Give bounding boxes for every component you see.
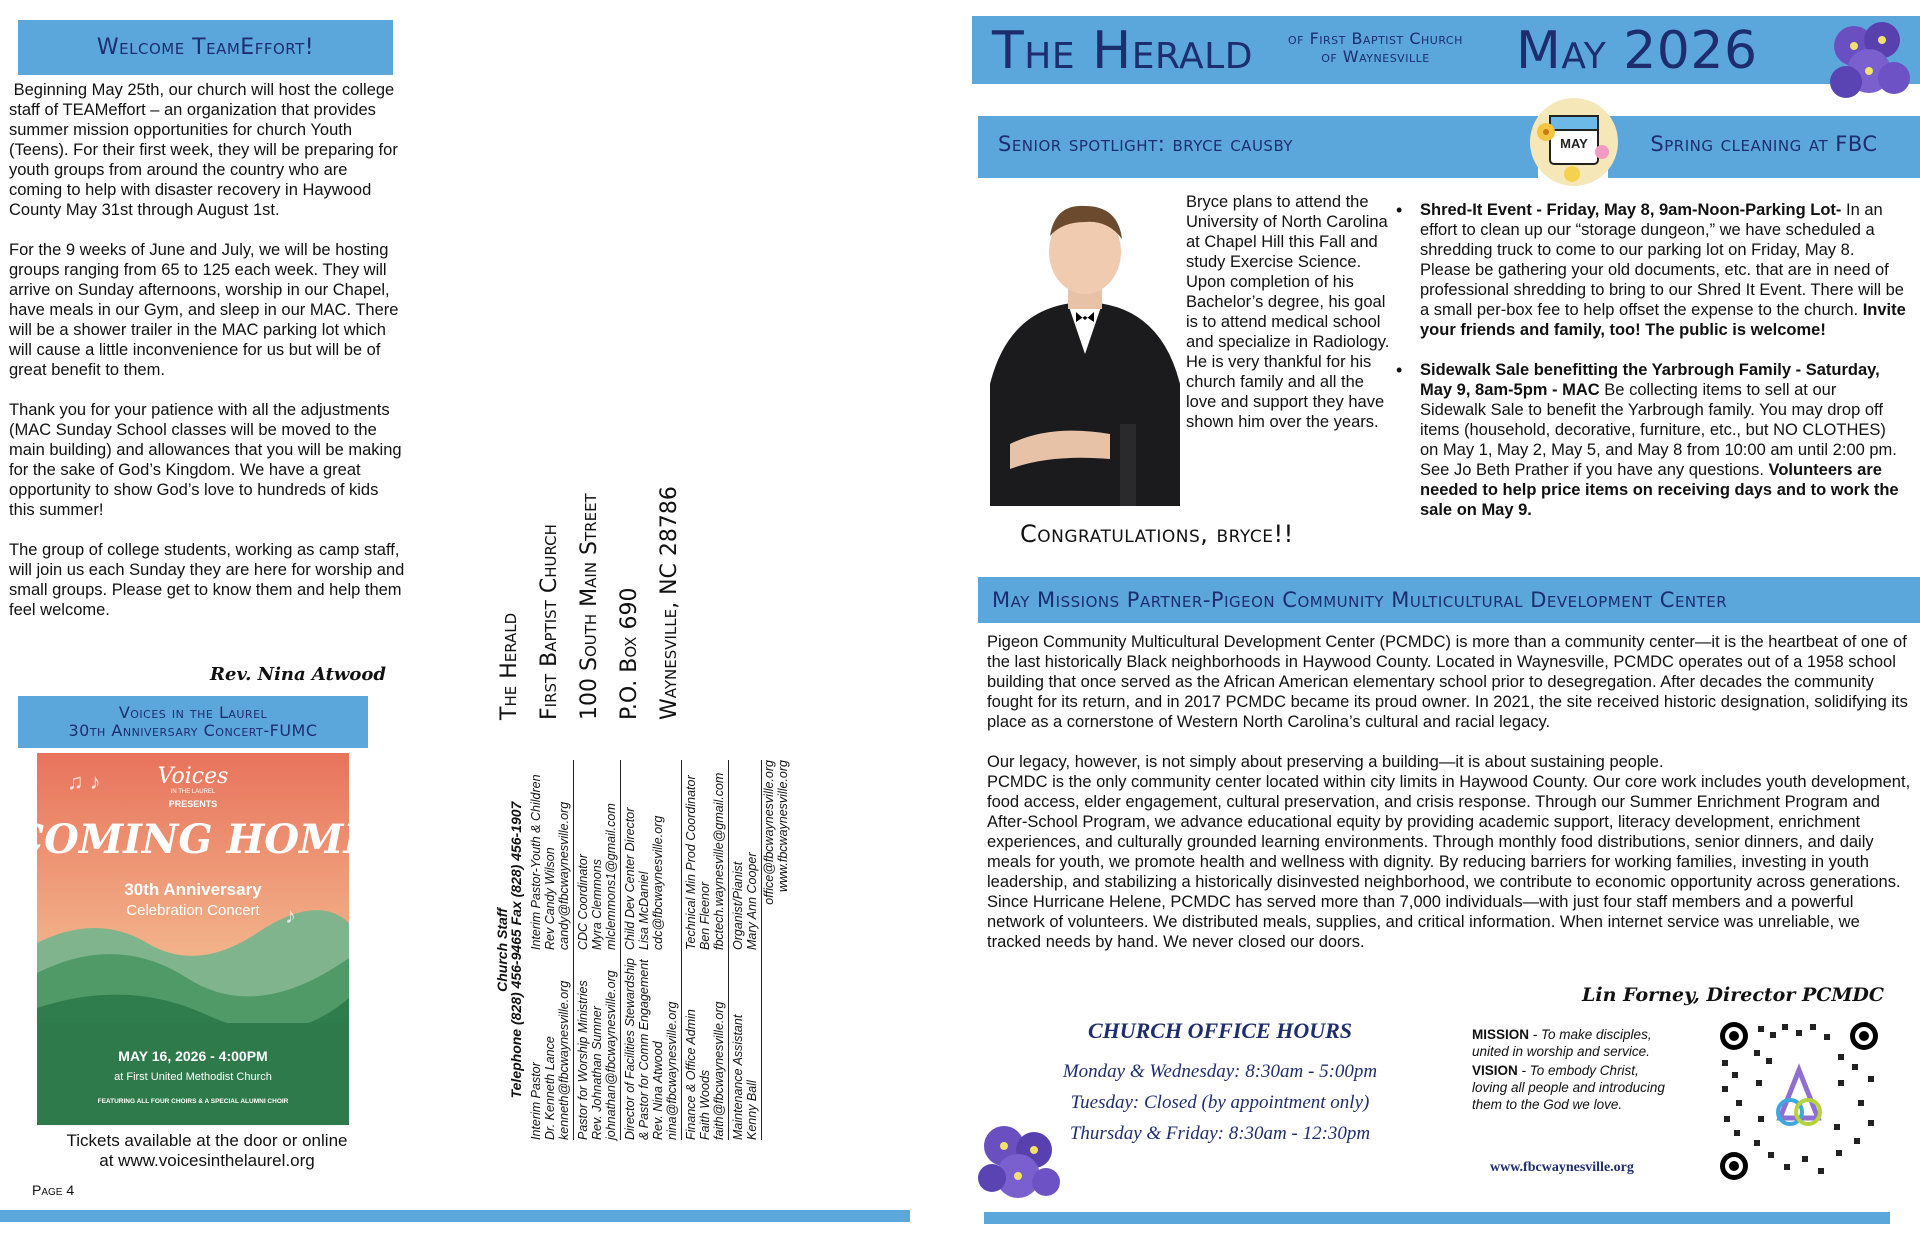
welcome-paragraph-3: Thank you for your patience with all the adjustments (MAC Sunday School classes will be moved to the main building) and allowances that you will be making for the sake of God’s Kingdom. We have a great opportunity to show God’s love to hundreds of kids this summer! <box>9 401 402 519</box>
newsletter-subtitle-line2: of Waynesville <box>1321 47 1430 66</box>
staff-name: Mary Ann Cooper <box>745 852 759 950</box>
missions-paragraph-2-lead: Our legacy, however, is not simply about preserving a building—it is about sustaining people. <box>987 753 1664 771</box>
staff-row <box>574 760 621 1140</box>
svg-text:♫ ♪: ♫ ♪ <box>67 769 101 794</box>
poster-date: MAY 16, 2026 - 4:00PM <box>118 1048 268 1064</box>
sidewalk-sale-title: Sidewalk Sale benefitting the Yarbrough Family - Saturday, May 9, 8am-5pm - MAC <box>1420 361 1880 399</box>
coming-home-poster <box>12 753 374 1125</box>
staff-name: Dr. Kenneth Lance <box>543 1036 557 1140</box>
staff-row <box>682 760 729 1140</box>
signature-nina-atwood: Rev. Nina Atwood <box>210 664 386 685</box>
staff-name: Rev Candy Wilson <box>543 847 557 950</box>
sidewalk-sale-text: Be collecting items to sell at our Sidewalk Sale to benefit the Yarbrough family. You may drop off items (household, decorative, furniture, etc., but NO CLOTHES) on May 1, May 2, May 5, and May 8 from 10:00 am until 2:00 pm. See Jo Beth Prather if you have any questions. <box>1420 381 1897 479</box>
voices-heading <box>18 696 368 748</box>
staff-name: Rev. Johnathan Sumner <box>590 1006 604 1140</box>
spring-banner <box>1608 116 1920 178</box>
office-hours-line-2: Tuesday: Closed (by appointment only) <box>1070 1092 1370 1113</box>
staff-email[interactable]: faith@fbcwaynesville.org <box>712 1001 726 1140</box>
welcome-paragraph-4: The group of college students, working as camp staff, will join us each Sunday they are here for worship and small groups. Please get to know them and help them feel welcome. <box>9 541 405 619</box>
senior-spotlight-text: Bryce plans to attend the University of North Carolina at Chapel Hill this Fall and study Exercise Science. Upon completion of his Bachelor’s degree, his goal is to attend medical school and specialize in Radiology. He is very thankful for his church family and all the love and support they have shown him over the years. <box>1186 193 1390 431</box>
violets-image <box>1824 16 1914 112</box>
tickets-line-2: at www.voicesinthelaurel.org <box>99 1151 315 1170</box>
tickets-line-1: Tickets available at the door or online <box>66 1131 348 1150</box>
masthead <box>972 16 1920 84</box>
mailing-line-1: The Herald <box>497 612 522 720</box>
mission-statement <box>1472 1026 1672 1060</box>
mailing-line-2: First Baptist Church <box>537 524 562 720</box>
voices-heading-line2: 30th Anniversary Concert-FUMC <box>68 721 318 740</box>
church-office-hours <box>1040 1018 1400 1149</box>
staff-name: Faith Woods <box>698 1069 712 1140</box>
vision-label: VISION <box>1472 1063 1518 1078</box>
staff-role: CDC Coordinator <box>576 854 590 950</box>
staff-email[interactable]: johnathan@fbcwaynesville.org <box>604 970 618 1140</box>
voices-heading-line1: Voices in the Laurel <box>118 703 268 722</box>
spring-cleaning-heading: Spring cleaning at FBC <box>1650 132 1878 156</box>
office-hours-line-1: Monday & Wednesday: 8:30am - 5:00pm <box>1062 1061 1378 1082</box>
staff-email[interactable]: fbctech.waynesville@gmail.com <box>712 772 726 950</box>
poster-brand-sub: IN THE LAUREL <box>170 789 216 795</box>
staff-telephone: Telephone (828) 456-9465 Fax (828) 456-1907 <box>508 801 524 1099</box>
left-bottom-divider <box>0 1210 910 1222</box>
list-item <box>1396 360 1906 520</box>
mailing-line-3: 100 South Main Street <box>577 493 602 720</box>
sidewalk-sale-callout: Volunteers are needed to help price items on receiving days and to work the sale on May 9. <box>1420 461 1899 519</box>
welcome-paragraph-1: Beginning May 25th, our church will host the college staff of TEAMeffort – an organization that provides summer mission opportunities for church Youth (Teens). For their first week, they will be preparing for youth groups from around the country who are coming to help with disaster recovery in Haywood County May 31st through August 1st. <box>9 81 398 219</box>
staff-name: Kenny Ball <box>745 1080 759 1140</box>
vision-text: - To embody Christ, loving all people and introducing them to the God we love. <box>1472 1063 1665 1112</box>
poster-title: COMING HOME <box>12 816 374 863</box>
newsletter-title: The Herald <box>992 21 1253 81</box>
qr-code[interactable] <box>1718 1020 1880 1182</box>
staff-role: Maintenance Assistant <box>731 1014 745 1140</box>
missions-paragraph-1: Pigeon Community Multicultural Development Center (PCMDC) is more than a community center—it is the heartbeat of one of the last historically Black neighborhoods in Haywood County. Located in Waynesville, PCMDC operates out of a 1958 school building that once served as the African American elementary school prior to desegregation. After decades the community fought for its return, and in 2017 PCMDC became its proud owner. In 2021, the site received historic designation, solidifying its place as a cornerstone of Western North Carolina’s cultural and racial legacy. <box>987 633 1908 731</box>
staff-row <box>729 760 762 1140</box>
staff-row <box>621 760 682 1140</box>
newsletter-subtitle <box>1288 30 1463 66</box>
poster-subtitle-1: 30th Anniversary <box>124 880 262 899</box>
congratulations-line: Congratulations, bryce!! <box>1020 520 1294 548</box>
staff-name: Ben Fleenor <box>698 881 712 950</box>
staff-title: Church Staff <box>494 908 510 992</box>
staff-role: Pastor for Worship Ministries <box>576 980 590 1140</box>
shred-it-text: In an effort to clean up our “storage dungeon,” we have scheduled a shredding truck to come to our parking lot on Friday, May 8. Please be gathering your old documents, etc. that are in need of professional shredding to bring to our Shred It Event. There will be a small per-box fee to help offset the expense to the church. <box>1420 201 1904 319</box>
staff-role: Finance & Office Admin <box>684 1009 698 1140</box>
bryce-causby-photo <box>980 184 1190 506</box>
calendar-icon <box>1526 94 1622 190</box>
shred-it-callout: Invite your friends and family, too! The public is welcome! <box>1420 301 1906 339</box>
list-item <box>1396 200 1906 340</box>
staff-email[interactable]: cdc@fbcwaynesville.org <box>651 815 665 950</box>
staff-email[interactable]: candy@fbcwaynesville.org <box>557 801 571 950</box>
staff-email[interactable]: nina@fbcwaynesville.org <box>665 1001 679 1140</box>
mission-label: MISSION <box>1472 1027 1530 1042</box>
poster-presents: PRESENTS <box>168 799 218 809</box>
staff-email[interactable]: kenneth@fbcwaynesville.org <box>557 980 571 1140</box>
staff-role: Organist/Pianist <box>731 861 745 950</box>
spring-cleaning-list <box>1396 200 1906 540</box>
welcome-article <box>9 80 405 640</box>
senior-banner <box>978 116 1538 178</box>
office-hours-line-3: Thursday & Friday: 8:30am - 12:30pm <box>1069 1123 1371 1144</box>
mailing-line-5: Waynesville, NC 28786 <box>657 486 682 720</box>
poster-subtitle-2: Celebration Concert <box>126 902 260 919</box>
staff-name: Lisa McDaniel <box>637 871 651 950</box>
office-hours-title: CHURCH OFFICE HOURS <box>1087 1018 1353 1043</box>
staff-role: Technical Min Prod Coordinator <box>684 775 698 950</box>
mission-vision-statement <box>1472 1026 1672 1113</box>
missions-article <box>987 632 1912 972</box>
newsletter-subtitle-line1: of First Baptist Church <box>1288 29 1463 48</box>
staff-website[interactable]: www.fbcwaynesville.org <box>776 760 790 892</box>
svg-text:♪: ♪ <box>285 903 296 928</box>
poster-featuring: FEATURING ALL FOUR CHOIRS & A SPECIAL ALUMNI CHOIR <box>97 1098 289 1105</box>
calendar-month-label: MAY <box>1560 136 1588 151</box>
issue-date: May 2026 <box>1516 21 1758 81</box>
page-number: Page 4 <box>32 1182 75 1198</box>
missions-heading: May Missions Partner-Pigeon Community Multicultural Development Center <box>978 577 1920 623</box>
staff-office-email[interactable]: office@fbcwaynesville.org <box>762 760 776 905</box>
vision-statement <box>1472 1062 1672 1113</box>
qr-code-graphic <box>1718 1020 1880 1182</box>
website-link[interactable]: www.fbcwaynesville.org <box>1490 1160 1634 1175</box>
staff-role: Child Dev Center Director <box>623 807 637 950</box>
poster-brand: Voices <box>157 764 229 789</box>
staff-name: Myra Clemmons <box>590 859 604 950</box>
staff-role: Interim Pastor-Youth & Children <box>529 774 543 950</box>
staff-role: Director of Facilities Stewardship & Pastor for Comm Engagement <box>623 957 651 1140</box>
right-bottom-divider <box>984 1212 1890 1224</box>
missions-paragraph-2 <box>987 752 1912 952</box>
mission-text: - To make disciples, united in worship and service. <box>1472 1027 1652 1059</box>
staff-row <box>527 760 574 1140</box>
violets-image <box>974 1116 1066 1204</box>
mailing-line-4: P.O. Box 690 <box>617 587 642 720</box>
shred-it-title: Shred-It Event - Friday, May 8, 9am-Noon-Parking Lot- <box>1420 201 1842 219</box>
staff-email[interactable]: mlclemmons1@gmail.com <box>604 803 618 950</box>
poster-venue: at First United Methodist Church <box>114 1071 272 1083</box>
tickets-info <box>9 1131 405 1171</box>
poster-artwork <box>12 753 374 1125</box>
welcome-heading: Welcome TeamEffort! <box>18 20 393 75</box>
missions-paragraph-2-body: PCMDC is the only community center located within city limits in Haywood County. Our core work includes youth development, food access, elder engagement, cultural preservation, and crisis response. Through our Summer Enrichment Program and After-School Program, we advance educational equity by providing academic support, literacy development, enrichment experiences, and culturally grounded learning environments. Through monthly food distributions, senior dinners, and daily meals for youth, we promote health and wellness with dignity. By reducing barriers for working families, investing in youth leadership, and stabilizing a historically disinvested neighborhood, we contribute to economic opportunity across generations. Since Hurricane Helene, PCMDC has served more than 7,000 individuals—with just four staff members and a powerful network of volunteers. We distributed meals, supplies, and critical information. When internet service was unreliable, we tracked needs by hand. We never closed our doors. <box>987 773 1911 951</box>
staff-name: Rev. Nina Atwood <box>651 1041 665 1140</box>
church-staff-directory <box>495 760 790 1140</box>
signature-lin-forney: Lin Forney, Director PCMDC <box>1582 984 1884 1006</box>
mailing-address <box>490 420 690 720</box>
staff-role: Interim Pastor <box>529 1062 543 1140</box>
welcome-paragraph-2: For the 9 weeks of June and July, we will be hosting groups ranging from 65 to 125 each week. They will arrive on Sunday afternoons, worship in our Chapel, have meals in our Gym, and sleep in our MAC. There will be a shower trailer in the MAC parking lot which will cause a little inconvenience for us but will be of great benefit to them. <box>9 241 399 379</box>
senior-spotlight-heading: Senior spotlight: bryce causby <box>998 132 1294 156</box>
